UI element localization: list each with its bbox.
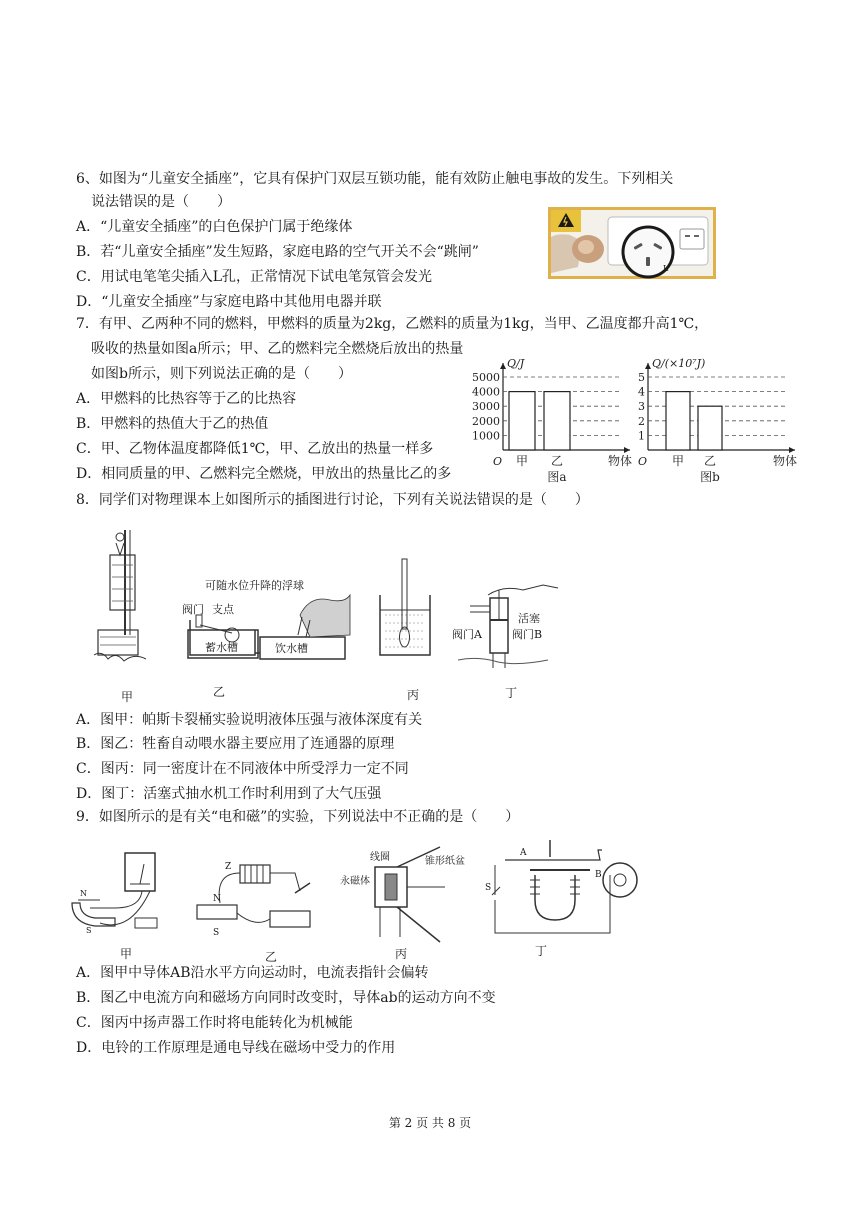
svg-text:N: N <box>80 889 87 898</box>
bar-yi <box>544 392 570 450</box>
speaker-figure <box>340 842 480 947</box>
y-tick-label: 5000 <box>472 371 500 384</box>
tank-label: 蓄水槽 <box>205 641 238 654</box>
chart-title: 图a <box>547 470 567 484</box>
x-axis-label: 物体 <box>607 454 632 468</box>
y-tick-label: 3 <box>638 400 645 414</box>
bar-jia <box>509 392 535 450</box>
pascal-barrel-figure <box>90 525 150 675</box>
origin-label: O <box>493 455 503 468</box>
bar-jia <box>666 392 690 450</box>
permanent-magnet-label: 永磁体 <box>340 876 370 887</box>
q6-stem-line2: 说法错误的是（ ） <box>91 194 231 210</box>
motor-principle-figure <box>185 853 320 948</box>
q8-caption-yi: 乙 <box>213 685 226 699</box>
q7-option-d: D．相同质量的甲、乙燃料完全燃烧，甲放出的热量比乙的多 <box>76 466 452 482</box>
auto-feeder-figure <box>180 575 355 670</box>
coil-label: 线圈 <box>370 852 390 863</box>
x-tick-label: 甲 <box>515 454 529 468</box>
galvanometer-induction-figure <box>70 848 180 943</box>
chart-title: 图b <box>700 470 720 484</box>
y-tick-label: 2000 <box>472 414 500 428</box>
y-tick-label: 1 <box>638 429 645 443</box>
pivot-label: 支点 <box>212 603 234 616</box>
svg-text:B: B <box>595 870 602 880</box>
x-tick-label: 乙 <box>703 454 717 468</box>
svg-text:S: S <box>213 928 220 938</box>
q9-option-b: B．图乙中电流方向和磁场方向同时改变时，导体ab的运动方向不变 <box>76 990 496 1006</box>
q9-stem: 9．如图所示的是有关“电和磁”的实验，下列说法中不正确的是（ ） <box>76 809 520 825</box>
q6-stem-line1: 6、如图为“儿童安全插座”，它具有保护门双层互锁功能，能有效防止触电事故的发生。下列相关 <box>76 171 674 187</box>
origin-label: O <box>638 455 648 468</box>
svg-text:S: S <box>86 926 92 935</box>
x-axis-label: 物体 <box>772 454 797 468</box>
valve-b-label: 阀门B <box>512 628 543 641</box>
y-axis-arrow <box>500 363 506 369</box>
y-tick-label: 3000 <box>472 400 500 414</box>
y-tick-label: 2 <box>638 414 645 428</box>
y-axis-label: Q/J <box>507 357 525 370</box>
q7-option-a: A．甲燃料的比热容等于乙的比热容 <box>76 391 297 407</box>
q8-caption-jia: 甲 <box>121 690 134 704</box>
q9-caption-yi: 乙 <box>265 950 278 964</box>
q8-caption-ding: 丁 <box>505 686 518 700</box>
q7-option-c: C．甲、乙物体温度都降低1℃，甲、乙放出的热量一样多 <box>76 441 434 457</box>
q9-option-c: C．图丙中扬声器工作时将电能转化为机械能 <box>76 1015 353 1031</box>
y-tick-label: 5 <box>638 371 645 384</box>
y-axis-label: Q/(×10⁷J) <box>652 357 706 370</box>
y-axis-arrow <box>645 363 651 369</box>
svg-text:S: S <box>485 883 492 893</box>
paper-cone-label: 锥形纸盆 <box>425 856 465 867</box>
q9-caption-jia: 甲 <box>120 947 133 961</box>
y-tick-label: 4000 <box>472 385 500 399</box>
q9-caption-bing: 丙 <box>395 947 408 961</box>
q8-stem: 8．同学们对物理课本上如图所示的插图进行讨论，下列有关说法错误的是（ ） <box>76 492 589 508</box>
float-ball-label: 可随水位升降的浮球 <box>205 579 304 592</box>
svg-text:N: N <box>213 894 221 904</box>
q9-caption-ding: 丁 <box>535 944 548 958</box>
x-tick-label: 乙 <box>550 454 564 468</box>
q7-stem-line1: 7．有甲、乙两种不同的燃料，甲燃料的质量为2kg，乙燃料的质量为1kg，当甲、乙温度都升高1℃， <box>76 316 709 332</box>
electric-bell-figure <box>480 835 640 940</box>
q8-option-c: C．图丙：同一密度计在不同液体中所受浮力一定不同 <box>76 761 409 777</box>
child-safety-socket-photo <box>548 207 716 279</box>
q8-caption-bing: 丙 <box>407 688 420 702</box>
x-tick-label: 甲 <box>671 454 685 468</box>
q6-option-a: A．“儿童安全插座”的白色保护门属于绝缘体 <box>76 219 353 235</box>
q8-option-a: A．图甲：帕斯卡裂桶实验说明液体压强与液体深度有关 <box>76 712 423 728</box>
q7-stem-line2: 吸收的热量如图a所示；甲、乙的燃料完全燃烧后放出的热量 <box>91 341 464 357</box>
q6-option-d: D．“儿童安全插座”与家庭电路中其他用电器并联 <box>76 294 382 310</box>
x-axis-arrow <box>789 447 795 453</box>
q9-option-a: A．图甲中导体AB沿水平方向运动时，电流表指针会偏转 <box>76 965 429 981</box>
heat-absorbed-chart-a <box>460 350 635 485</box>
q6-option-b: B．若“儿童安全插座”发生短路，家庭电路的空气开关不会“跳闸” <box>76 244 479 260</box>
q8-option-b: B．图乙：牲畜自动喂水器主要应用了连通器的原理 <box>76 736 395 752</box>
svg-text:A: A <box>520 848 527 858</box>
q7-option-b: B．甲燃料的热值大于乙的热值 <box>76 416 269 432</box>
y-tick-label: 4 <box>638 385 645 399</box>
trough-label: 饮水槽 <box>275 642 308 655</box>
q6-option-c: C．用试电笔笔尖插入L孔，正常情况下试电笔氖管会发光 <box>76 269 433 285</box>
q9-option-d: D．电铃的工作原理是通电导线在磁场中受力的作用 <box>76 1040 396 1056</box>
svg-text:Z: Z <box>225 862 232 872</box>
y-tick-label: 1000 <box>472 429 500 443</box>
piston-pump-figure <box>448 580 563 670</box>
heat-released-chart-b <box>630 350 800 485</box>
hydrometer-figure <box>375 555 435 665</box>
q7-stem-line3: 如图b所示，则下列说法正确的是（ ） <box>91 366 352 382</box>
page-footer: 第 2 页 共 8 页 <box>388 1116 472 1130</box>
valve-label: 阀门 <box>182 603 204 616</box>
q8-option-d: D．图丁：活塞式抽水机工作时利用到了大气压强 <box>76 786 382 802</box>
socket-l-label: L <box>663 264 669 273</box>
piston-label: 活塞 <box>518 612 540 625</box>
valve-a-label: 阀门A <box>452 628 482 641</box>
bar-yi <box>698 406 722 450</box>
